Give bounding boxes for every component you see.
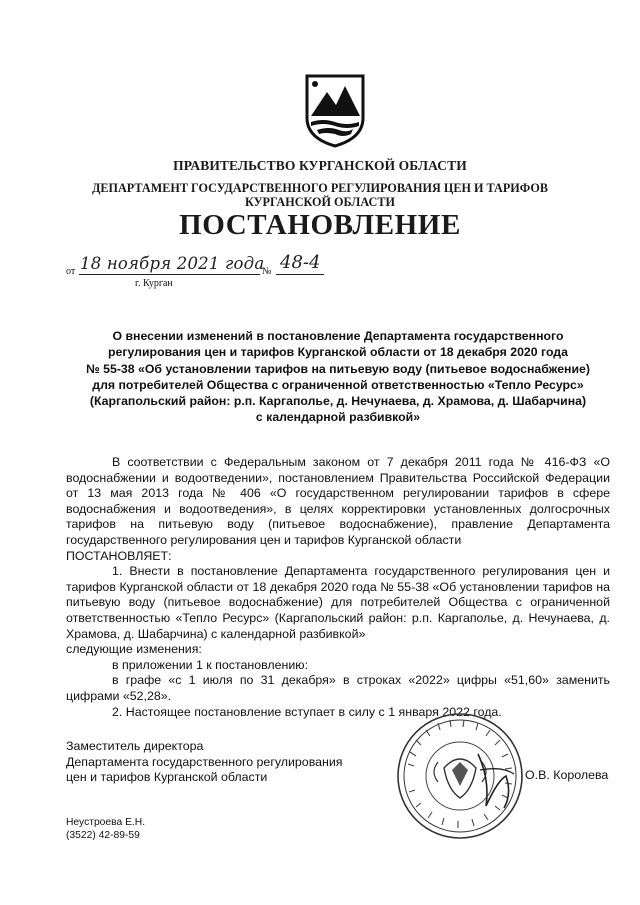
- subject-line: № 55-38 «Об установлении тарифов на питьевую воду (питьевое водоснабжение): [86, 361, 590, 376]
- document-type-title: ПОСТАНОВЛЕНИЕ: [179, 209, 461, 241]
- position-line: Департамента государственного регулирования: [66, 754, 343, 769]
- position-line: цен и тарифов Курганской области: [66, 770, 268, 785]
- department-name: [0, 181, 640, 209]
- subject-line: регулирования цен и тарифов Курганской области от 18 декабря 2020 года: [108, 345, 568, 360]
- executor-phone: (3522) 42-89-59: [66, 830, 140, 841]
- subject-line: с календарной разбивкой»: [255, 410, 421, 425]
- clause-1-paragraph: 1. Внести в постановление Департамента государственного регулирования цен и тарифов Курганской области от 18 декабря 2020 года № 55-38 «Об установлении тарифов на питьевую воду (питьевое водоснабжение) для потребителей Общества с ограниченной ответственностью «Тепло Ресурс» (Каргапольский район: р.п. Каргаполье, д. Нечунаева, д. Храмова, д. Шабарчина) с календарной разбивкой»: [66, 564, 610, 641]
- official-seal-stamp: [394, 710, 526, 842]
- clause-2-paragraph: 2. Настоящее постановление вступает в силу с 1 января 2022 года.: [112, 704, 502, 719]
- subject-line: для потребителей Общества с ограниченной ответственностью «Тепло Ресурс»: [92, 377, 584, 392]
- number-prefix: №: [262, 266, 272, 277]
- date-prefix: от: [66, 266, 76, 277]
- number-underline: [276, 274, 324, 275]
- coat-of-arms-icon: [303, 72, 367, 148]
- clause-1-ending: следующие изменения:: [66, 642, 202, 657]
- appendix-reference: в приложении 1 к постановлению:: [112, 657, 309, 672]
- government-name: ПРАВИТЕЛЬСТВО КУРГАНСКОЙ ОБЛАСТИ: [173, 158, 467, 173]
- resolves-keyword: ПОСТАНОВЛЯЕТ:: [66, 548, 172, 563]
- handwritten-date: 18 ноября 2021 года: [80, 254, 265, 273]
- document-subject: [66, 328, 610, 426]
- department-name-line2: КУРГАНСКОЙ ОБЛАСТИ: [245, 195, 395, 209]
- handwritten-number: 48-4: [280, 252, 321, 273]
- city: г. Курган: [135, 278, 173, 289]
- position-line: Заместитель директора: [66, 739, 204, 753]
- subject-line: (Каргапольский район: р.п. Каргаполье, д. Нечунаева, д. Храмова, д. Шабарчина): [89, 394, 587, 409]
- change-description-ending: цифрами «52,28».: [66, 688, 172, 703]
- document-body: [66, 455, 610, 720]
- preamble-paragraph: В соответствии с Федеральным законом от 7 декабря 2011 года № 416-ФЗ «О водоснабжении и водоотведении», постановлением Правительства Российской Федерации от 13 мая 2013 года № 406 «О государственном регулировании тарифов в сфере водоснабжения и водоотведения», в целях корректировки установленных долгосрочных тарифов на питьевую воду (питьевое водоснабжение), правление Департамента государственного регулирования цен и тарифов Курганской области: [66, 455, 610, 547]
- signatory-name: О.В. Королева: [525, 768, 609, 782]
- subject-line: О внесении изменений в постановление Департамента государственного: [112, 329, 564, 343]
- change-description: в графе «с 1 июля по 31 декабря» в строках «2022» цифры «51,60» заменить: [112, 673, 610, 688]
- department-name-line1: ДЕПАРТАМЕНТ ГОСУДАРСТВЕННОГО РЕГУЛИРОВАНИЯ ЦЕН И ТАРИФОВ: [92, 181, 548, 195]
- signatory-position: [66, 739, 343, 786]
- executor-name: Неустроева Е.Н.: [66, 817, 146, 828]
- executor-info: [66, 816, 145, 842]
- date-underline: [79, 274, 260, 275]
